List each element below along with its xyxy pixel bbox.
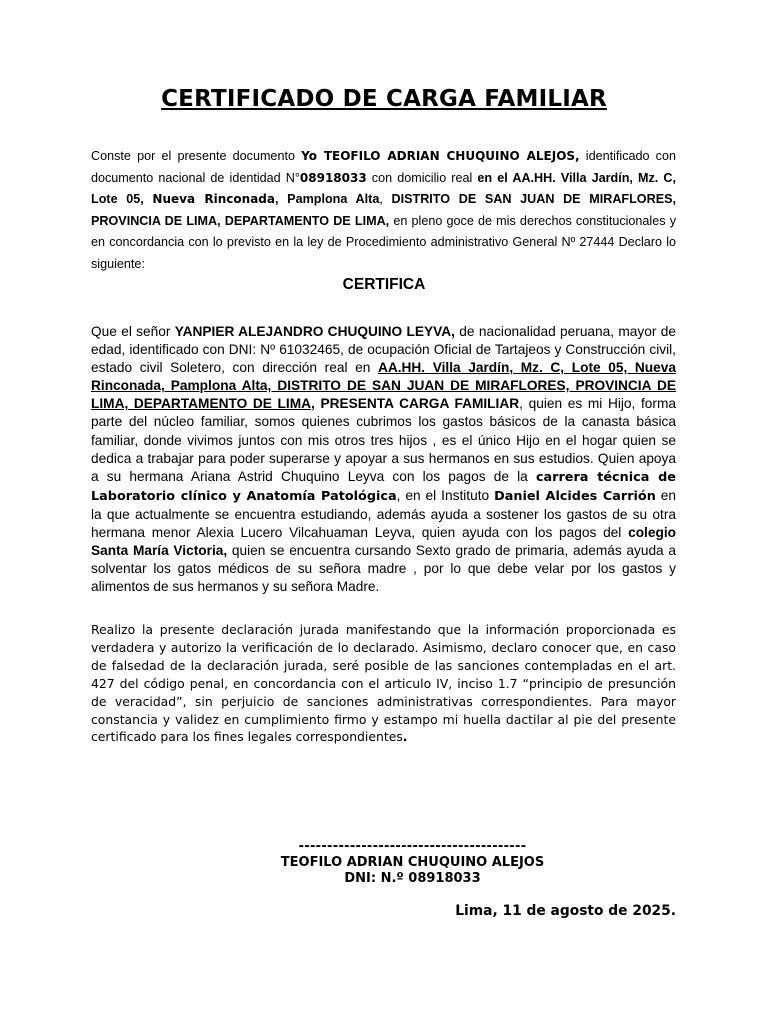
declaration-paragraph [91, 621, 676, 746]
dependent-name: YANPIER ALEJANDRO CHUQUINO LEYVA, [174, 324, 455, 339]
body-text: , quien es mi Hijo, forma parte del núcleo familiar, somos quienes cubrimos los gastos básicos de la canasta básica familiar, donde vivimos juntos con mis otros tres hijos , es el único Hijo en el hogar quien se dedica a trabajar para poder superarse y apoyar a sus hermanos en sus estudios. Quien apoya a su hermana Ariana Astrid Chuquino Leyva con los pagos de la [91, 396, 676, 484]
signature-dni: DNI: N.º 08918033 [344, 871, 481, 886]
declaration-end: . [402, 729, 408, 745]
body-paragraph [91, 323, 676, 596]
signature-line: ---------------------------------------- [298, 839, 527, 854]
intro-text-bold: Yo [301, 149, 317, 163]
document-title: CERTIFICADO DE CARGA FAMILIAR [161, 86, 607, 112]
declaration-text: Realizo la presente declaración jurada manifestando que la información proporcionada es verdadera y autorizo la verificación de lo declarado. Asimismo, declaro conocer que, en caso de falsedad de la declaración jurada, seré posible de las sanciones contempladas en el art. 427 del código penal, en concordancia con el articulo IV, inciso 1.7 “principio de presunción de veracidad”, sin perjuicio de sanciones administrativas correspondientes. Para mayor constancia y validez en cumplimiento firmo y estampo mi huella dactilar al pie del presente certificado para los fines legales correspondientes [91, 622, 676, 745]
intro-paragraph [91, 146, 676, 276]
declarant-dni: 08918033 [299, 170, 367, 185]
dependent-address: AA.HH. Villa Jardín, Mz. C, Lote 05, Nueva Rinconada, Pamplona Alta, DISTRITO DE SAN JUAN DE MIRAFLORES, PROVINCIA DE LIMA, DEPARTAMENTO DE LIMA [91, 360, 676, 412]
section-heading: CERTIFICA [342, 276, 426, 293]
body-text: Que el señor [91, 324, 175, 339]
institute-name: Daniel Alcides Carrión [494, 488, 656, 504]
intro-text: , [379, 192, 392, 207]
body-text: en la que actualmente se encuentra estudiando, además ayuda a sostener los gastos de su otra hermana menor Alexia Lucero Vilcahuaman Leyva, quien ayuda con los pagos del [91, 487, 677, 541]
intro-address: en el AA.HH. Villa Jardín, Mz. C, Lote 05, [91, 170, 677, 207]
intro-address: Nueva Rinconada [152, 192, 275, 207]
signature-name: TEOFILO ADRIAN CHUQUINO ALEJOS [280, 855, 545, 870]
intro-text: en pleno goce de mis derechos constitucionales y en concordancia con lo previsto en la ley de Procedimiento administrativo General Nº 27444 Declaro lo siguiente: [91, 213, 676, 271]
intro-district: DISTRITO DE SAN JUAN DE MIRAFLORES, PROVINCIA DE LIMA, DEPARTAMENTO DE LIMA, [91, 192, 676, 228]
intro-text: identificado con documento nacional de identidad N° [91, 149, 676, 185]
intro-text: Conste por el presente documento [91, 149, 302, 163]
body-text: quien se encuentra cursando Sexto grado de primaria, además ayuda a solventar los gatos médicos de su señora madre , por lo que debe velar por los gastos y alimentos de sus hermanos y su señora Madre. [91, 543, 676, 595]
intro-text: con domicilio real [366, 170, 478, 185]
school-name: colegio Santa María Victoria, [91, 525, 676, 559]
body-text: , en el Instituto [396, 487, 495, 503]
declarant-name: TEOFILO ADRIAN CHUQUINO ALEJOS, [316, 149, 580, 163]
intro-address: , Pamplona Alta [275, 192, 380, 207]
career-name: carrera técnica de Laboratorio clínico y Anatomía Patológica [91, 469, 676, 504]
body-text: de nacionalidad peruana, mayor de edad, identificado con DNI: Nº 61032465, de ocupación Oficial de Tartajeos y Construcción civil, estado civil Soletero, con dirección real en [91, 324, 676, 376]
carga-familiar-text: , PRESENTA CARGA FAMILIAR [311, 396, 520, 412]
document-date: Lima, 11 de agosto de 2025. [455, 903, 676, 919]
